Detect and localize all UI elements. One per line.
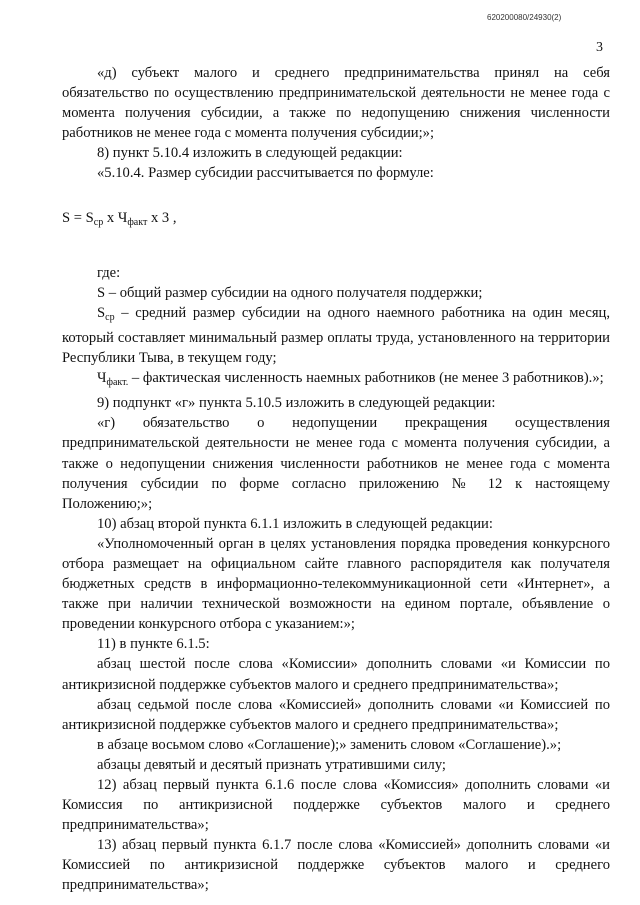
paragraph: абзац седьмой после слова «Комиссией» дополнить словами «и Комиссией по антикризисной поддержке субъектов малого и среднего предпринимательства»;: [62, 696, 610, 733]
paragraph: 12) абзац первый пункта 6.1.6 после слова «Комиссия» дополнить словами «и Комиссия по антикризисной поддержке субъектов малого и среднего предпринимательства»;: [62, 777, 610, 834]
document-body: [62, 63, 610, 896]
paragraph: «Уполномоченный орган в целях установления порядка проведения конкурсного отбора размещает на официальном сайте главного распорядителя как получателя бюджетных средств в информационно-телекоммуникационной сети «Интернет», а также при наличии технической возможности на едином портале, объявление о проведении конкурсного отбора с указанием:»;: [62, 535, 610, 633]
paragraph: абзац шестой после слова «Комиссии» дополнить словами «и Комиссии по антикризисной поддержке субъектов малого и среднего предпринимательства»;: [62, 656, 610, 693]
page-number: 3: [596, 40, 603, 55]
paragraph: в абзаце восьмом слово «Соглашение);» заменить словом «Соглашение).»;: [97, 736, 562, 753]
paragraph: 9) подпункт «г» пункта 5.10.5 изложить в следующей редакции:: [97, 395, 496, 412]
paragraph: 10) абзац второй пункта 6.1.1 изложить в следующей редакции:: [97, 515, 493, 532]
paragraph: абзацы девятый и десятый признать утратившими силу;: [97, 756, 446, 773]
paragraph: 13) абзац первый пункта 6.1.7 после слова «Комиссией» дополнить словами «и Комиссией по антикризисной поддержке субъектов малого и среднего предпринимательства»;: [62, 837, 610, 894]
paragraph: $Ч_{факт.}$ – фактическая численность наемных работников (не менее 3 работников).»;: [97, 370, 604, 389]
document-id: 620200080/24930(2): [487, 13, 562, 22]
paragraph: $S_{ср}$ – средний размер субсидии на одного наемного работника на один месяц, который составляет минимальный размер оплаты труда, установленного на территории Республики Тыва, в текущем году;: [62, 304, 610, 367]
paragraph: «5.10.4. Размер субсидии рассчитывается по формуле:: [97, 165, 434, 182]
paragraph: «г) обязательство о недопущении прекращения осуществления предпринимательской деятельности не менее года с момента получения субсидии, а также о недопущении снижения численности работников не менее года с момента получения субсидии по форме согласно приложению № 12 к настоящему Положению;»;: [62, 415, 610, 512]
paragraph: «д) субъект малого и среднего предпринимательства принял на себя обязательство по осуществлению предпринимательской деятельности не менее года с момента получения субсидии, а также по недопущению снижения численности работников не менее года с момента получения субсидии;»;: [62, 65, 610, 142]
paragraph: 8) пункт 5.10.4 изложить в следующей редакции:: [97, 145, 403, 162]
paragraph: S – общий размер субсидии на одного получателя поддержки;: [97, 284, 483, 301]
formula: $S = S_{ср}$ х $Ч_{факт}$ х 3 ,: [62, 209, 177, 228]
paragraph: где:: [97, 264, 121, 281]
paragraph: 11) в пункте 6.1.5:: [97, 636, 210, 653]
